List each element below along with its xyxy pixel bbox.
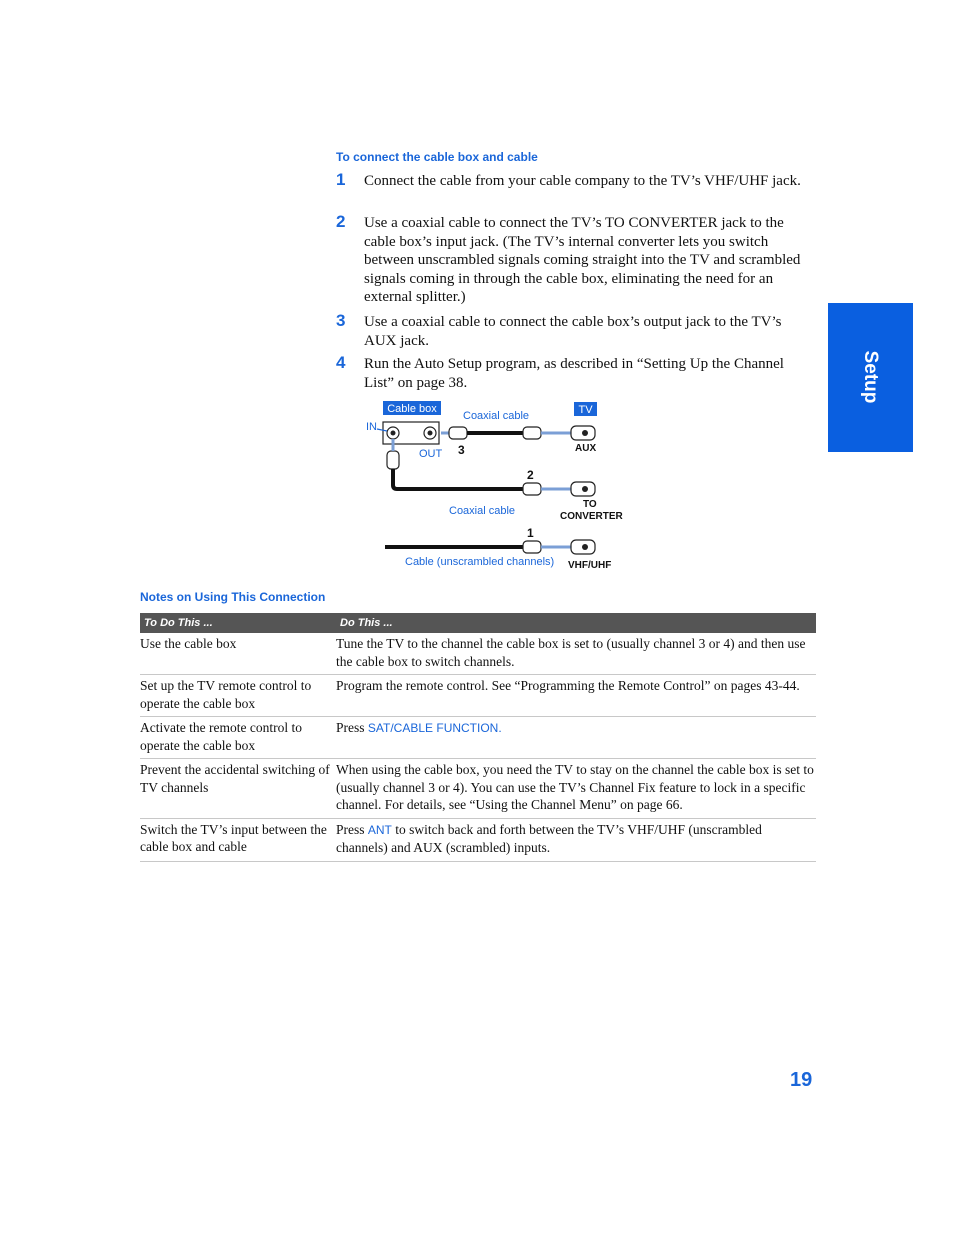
key-ant: ANT: [367, 822, 392, 837]
todo-cell: Set up the TV remote control to operate the cable box: [140, 675, 336, 717]
table-row: [140, 633, 816, 675]
table-row: [140, 818, 816, 861]
page-number: 19: [790, 1069, 813, 1091]
col-header-do: Do This ...: [336, 613, 816, 633]
todo-cell: Use the cable box: [140, 633, 336, 675]
cable-box-in-jack: [387, 427, 399, 439]
coaxial-cable-top-label: Coaxial cable: [463, 410, 530, 422]
step-number: 4: [336, 353, 346, 372]
todo-cell: Switch the TV’s input between the cable box and cable: [140, 818, 336, 861]
section-title: To connect the cable box and cable: [336, 150, 538, 164]
do-cell: Program the remote control. See “Programming the Remote Control” on pages 43-44.: [336, 675, 816, 717]
step-text: Run the Auto Setup program, as described in “Setting Up the Channel List” on page 38.: [364, 356, 784, 391]
tv-aux-jack: [571, 426, 595, 440]
converter-label: CONVERTER: [560, 511, 623, 522]
callout-3: 3: [458, 443, 465, 457]
out-label: OUT: [419, 448, 443, 460]
tv-vhf-uhf-jack: [571, 540, 595, 554]
do-cell: Tune the TV to the channel the cable box is set to (usually channel 3 or 4) and then use the cable box to switch channels.: [336, 633, 816, 675]
notes-title: Notes on Using This Connection: [140, 590, 326, 604]
do-cell: When using the cable box, you need the TV to stay on the channel the cable box is set to (usually channel 3 or 4). You can use the TV’s Channel Fix feature to lock in a specific channel. For details, see “Using the Channel Menu” on page 66.: [336, 759, 816, 819]
table-row: [140, 675, 816, 717]
notes-table: [140, 613, 816, 862]
coax-plug: [523, 483, 541, 495]
section-side-tab: [828, 303, 913, 452]
connection-diagram: [355, 395, 635, 580]
step-number: 2: [336, 212, 346, 231]
table-row: [140, 759, 816, 819]
todo-cell: Prevent the accidental switching of TV channels: [140, 759, 336, 819]
do-prefix: Press: [336, 821, 368, 837]
table-row: [140, 717, 816, 759]
do-suffix: to switch back and forth between the TV’s VHF/UHF (unscrambled channels) and AUX (scrambled) inputs.: [336, 821, 762, 855]
do-prefix: Press: [336, 720, 368, 735]
aux-label: AUX: [575, 443, 597, 454]
in-label: IN: [366, 421, 377, 433]
callout-2: 2: [527, 468, 534, 482]
coax-plug: [523, 427, 541, 439]
col-header-todo: To Do This ...: [140, 613, 336, 633]
tv-label: TV: [578, 404, 593, 416]
coaxial-cable-mid-label: Coaxial cable: [449, 505, 516, 517]
todo-cell: Activate the remote control to operate the cable box: [140, 717, 336, 759]
step-text: Connect the cable from your cable company to the TV’s VHF/UHF jack.: [364, 173, 801, 189]
side-tab-label: Setup: [860, 350, 881, 404]
to-label: TO: [583, 499, 597, 510]
do-cell: [336, 717, 816, 759]
coaxial-cable-mid: [393, 469, 523, 489]
cable-box-label: Cable box: [387, 403, 437, 415]
vhf-uhf-label: VHF/UHF: [568, 560, 612, 571]
key-sat-cable-function: SAT/CABLE FUNCTION.: [367, 721, 502, 735]
coax-plug: [387, 451, 399, 469]
do-cell: [336, 818, 816, 861]
connection-diagram-svg: [355, 395, 635, 580]
step-number: 3: [336, 311, 346, 330]
step-text: Use a coaxial cable to connect the TV’s TO CONVERTER jack to the cable box’s input jack. (The TV’s internal converter lets you switch between unscrambled signals coming straight into the TV and scrambled signals coming in through the cable box, eliminating the need for an external splitter.): [364, 215, 801, 305]
cable-box-out-jack: [424, 427, 436, 439]
step-number: 1: [336, 170, 346, 189]
coax-plug: [449, 427, 467, 439]
coax-plug: [523, 541, 541, 553]
step-text: Use a coaxial cable to connect the cable box’s output jack to the TV’s AUX jack.: [364, 314, 782, 349]
tv-to-converter-jack: [571, 482, 595, 496]
table-header-row: [140, 613, 816, 633]
cable-unscrambled-label: Cable (unscrambled channels): [405, 556, 555, 568]
callout-1: 1: [527, 526, 534, 540]
